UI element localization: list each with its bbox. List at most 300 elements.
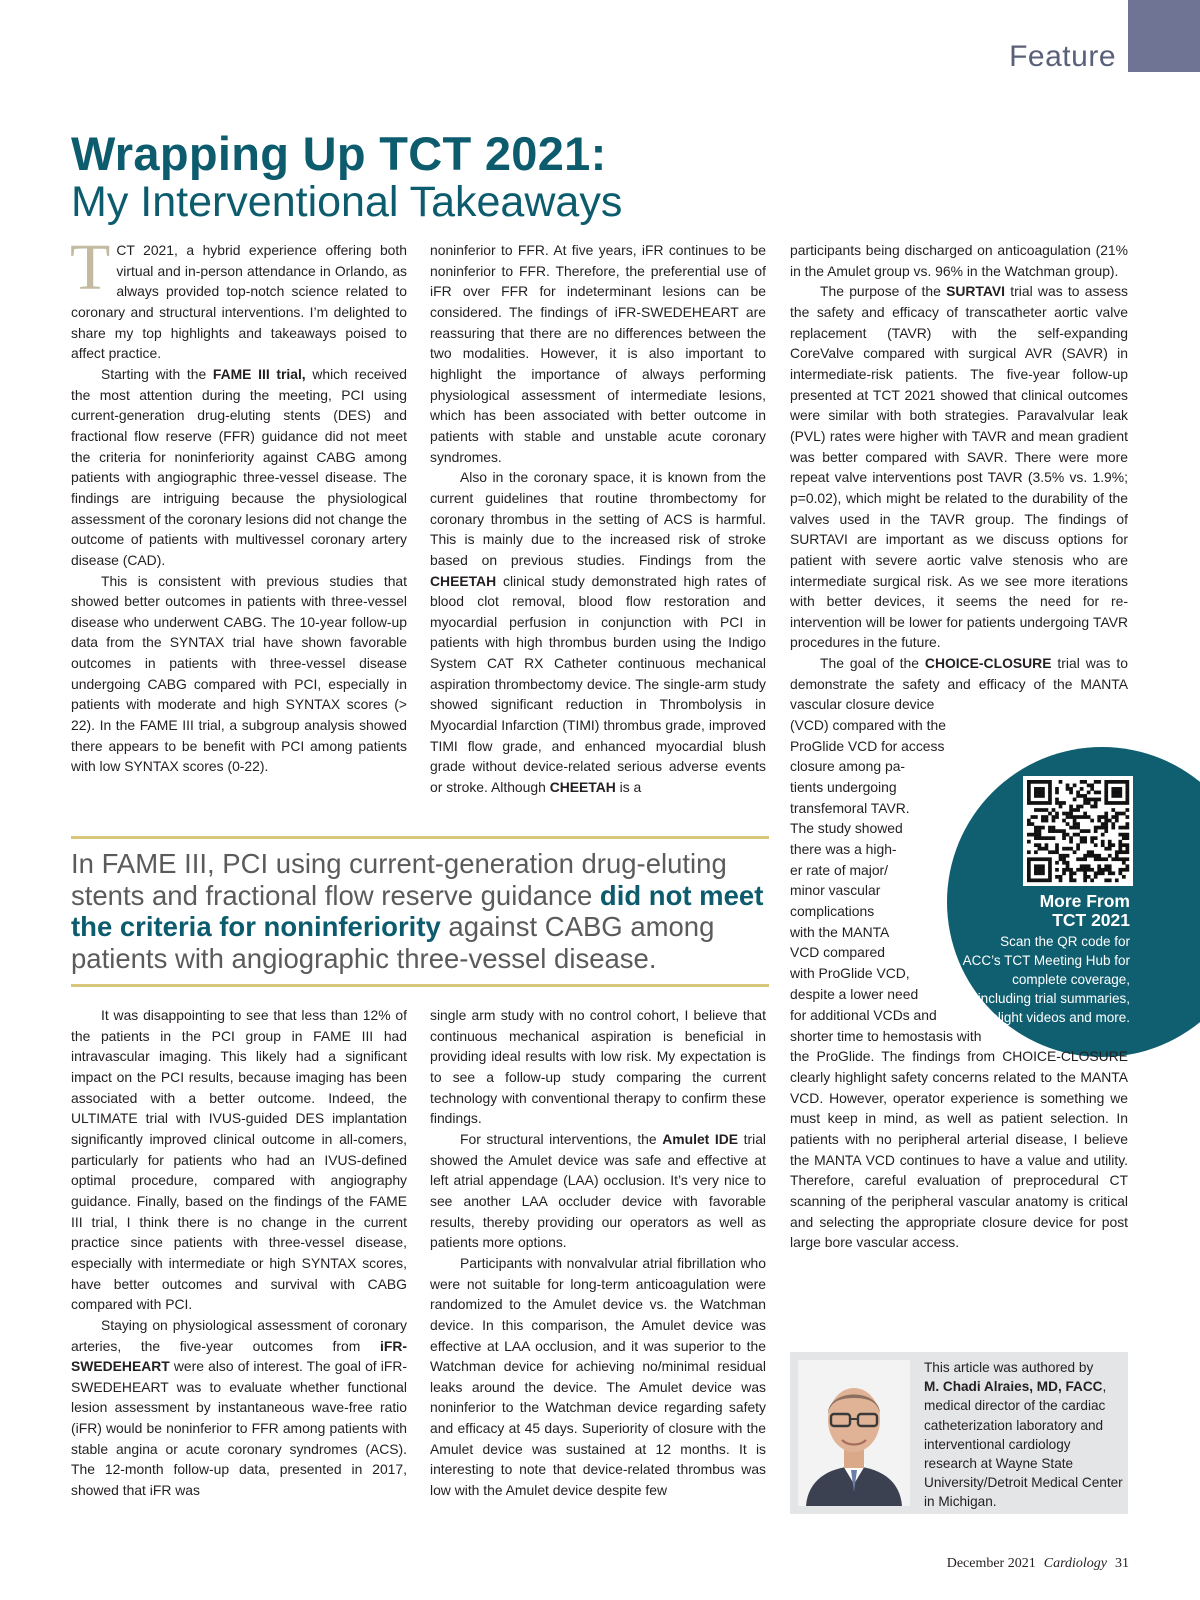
qr-module: [1090, 854, 1094, 858]
qr-module: [1069, 868, 1073, 872]
qr-module: [1048, 857, 1052, 861]
qr-module: [1027, 833, 1031, 837]
qr-module: [1027, 794, 1031, 798]
qr-module: [1094, 805, 1098, 809]
trial-name: CHOICE-CLOSURE: [924, 655, 1052, 672]
qr-module: [1055, 815, 1059, 819]
author-bio: [924, 1358, 1124, 1512]
qr-module: [1111, 843, 1115, 847]
qr-code[interactable]: [1023, 776, 1133, 886]
qr-module: [1073, 784, 1077, 788]
qr-module: [1122, 826, 1126, 830]
qr-module: [1062, 871, 1066, 875]
qr-module: [1041, 791, 1045, 795]
qr-module: [1073, 833, 1077, 837]
qr-module: [1048, 861, 1052, 865]
qr-module: [1076, 822, 1080, 826]
qr-module: [1090, 878, 1094, 882]
trial-name: Amulet IDE: [662, 1130, 739, 1147]
qr-module: [1115, 854, 1119, 858]
qr-module: [1080, 857, 1084, 861]
qr-module: [1094, 780, 1098, 784]
paragraph: noninferior to FFR. At five years, iFR continues to be noninferior to FFR. Therefore, the preferential use of iFR over FFR for indeterminant lesions can be considered. The findings of iFR-SWEDEHEART are reassuring that there are no differences between the two modalities. However, it is also important to highlight the importance of always performing physiological assessment of intermediate lesions, which has been associated with better outcome in patients with stable and unstable acute coronary syndromes.: [430, 242, 766, 465]
qr-module: [1101, 815, 1105, 819]
qr-module: [1059, 801, 1063, 805]
qr-module: [1027, 780, 1031, 784]
qr-module: [1083, 857, 1087, 861]
paragraph-text: clinical study demonstrated high rates of blood clot removal, blood flow restoration and myocardial perfusion in conjunction with PCI in patients with high thrombus burden using the Indigo System CAT RX Catheter continuous mechanical aspiration thrombectomy device. The single-arm study showed significant reduction in Thrombolysis in Myocardial Infarction (TIMI) thrombus grade, improved TIMI flow grade, and enhanced myocardial blush grade without device-related serious adverse events or stroke. Although: [430, 572, 766, 796]
qr-module: [1069, 808, 1073, 812]
qr-module: [1027, 850, 1031, 854]
qr-module: [1125, 808, 1129, 812]
page-number: 31: [1115, 1556, 1129, 1571]
qr-module: [1122, 875, 1126, 879]
qr-module: [1069, 875, 1073, 879]
paragraph-text: is a: [615, 779, 642, 796]
paragraph-text: trial was to assess the safety and efficacy of transcatheter aortic valve replacement (TAVR) with the self-expanding CoreValve compared with surgical AVR (SAVR) in intermediate-risk patients. The five-year follow-up presented at TCT 2021 showed that clinical outcomes were similar with both strategies. Paravalvular leak (PVL) rates were higher with TAVR and mean gradient was better compared with SAVR. There were more repeat valve interventions post TAVR (3.5% vs. 1.9%; p=0.02), which might be related to the durability of the valves used in the TAVR group. The findings of SURTAVI are important as we discuss options for patient with severe aortic valve stenosis who are intermediate surgical risk. As we see more iterations with better devices, it seems the need for re-intervention will be lower for patients undergoing TAVR procedures in the future.: [790, 283, 1128, 651]
qr-module: [1097, 780, 1101, 784]
qr-module: [1073, 826, 1077, 830]
qr-module: [1108, 871, 1112, 875]
qr-module: [1041, 871, 1045, 875]
paragraph-text: The purpose of the: [820, 283, 947, 300]
qr-module: [1066, 787, 1070, 791]
qr-module: [1090, 868, 1094, 872]
qr-module: [1034, 878, 1038, 882]
qr-module: [1094, 801, 1098, 805]
qr-module: [1087, 829, 1091, 833]
qr-module: [1031, 801, 1035, 805]
qr-module: [1125, 826, 1129, 830]
qr-module: [1118, 850, 1122, 854]
qr-module: [1111, 857, 1115, 861]
qr-module: [1069, 826, 1073, 830]
paragraph: [70, 231, 407, 364]
trial-name: CHEETAH: [430, 572, 497, 589]
qr-module: [1080, 836, 1084, 840]
qr-module: [1087, 850, 1091, 854]
qr-module: [1115, 780, 1119, 784]
qr-module: [1101, 868, 1105, 872]
qr-module: [1069, 878, 1073, 882]
author-intro: This article was authored by: [924, 1360, 1094, 1375]
qr-module: [1083, 798, 1087, 802]
qr-module: [1118, 871, 1122, 875]
qr-module: [1118, 847, 1122, 851]
qr-module: [1125, 833, 1129, 837]
qr-module: [1055, 850, 1059, 854]
paragraph: single arm study with no control cohort, I believe that continuous mechanical aspiration is beneficial in providing ideal results with low risk. My expectation is to see a follow-up study comparing the current technology with conventional therapy to confirm these findings.: [430, 1007, 766, 1127]
qr-module: [1027, 857, 1031, 861]
qr-module: [1101, 843, 1105, 847]
qr-module: [1048, 864, 1052, 868]
qr-module: [1034, 871, 1038, 875]
qr-module: [1125, 784, 1129, 788]
qr-module: [1125, 791, 1129, 795]
qr-module: [1069, 840, 1073, 844]
wrapped-line: (VCD) compared with the: [790, 717, 946, 734]
qr-module: [1048, 878, 1052, 882]
author-name: M. Chadi Alraies, MD, FACC: [924, 1379, 1103, 1395]
qr-module: [1118, 840, 1122, 844]
paragraph: [790, 281, 1128, 653]
paragraph: It was disappointing to see that less than 12% of the patients in the PCI group in FAME III had intravascular imaging. This likely had a significant impact on the PCI results, because imaging has been associated with a better outcome. Indeed, the ULTIMATE trial with IVUS-guided DES implantation significantly improved clinical outcome in all-comers, particularly for patients who had an IVUS-defined optimal procedure, compared with angiography guidance. Finally, based on the findings of the FAME III trial, I think there is no change in the current practice since patients with three-vessel disease, especially with intermediate or high SYNTAX scores, have better outcomes and survival with CABG compared with PCI.: [71, 1007, 407, 1313]
qr-module: [1104, 780, 1108, 784]
qr-module: [1122, 857, 1126, 861]
qr-module: [1031, 857, 1035, 861]
qr-module: [1034, 850, 1038, 854]
qr-module: [1087, 864, 1091, 868]
pullquote-text: against CABG among patients with angiographic three-vessel disease.: [71, 911, 715, 974]
qr-module: [1104, 829, 1108, 833]
qr-module: [1027, 840, 1031, 844]
paragraph-text: trial was to demonstrate the safety and efficacy of the MANTA vascular closure device: [790, 655, 1128, 713]
qr-module: [1083, 815, 1087, 819]
qr-module: [1052, 826, 1056, 830]
qr-module: [1038, 833, 1042, 837]
footer-date: December 2021: [946, 1556, 1036, 1571]
qr-module: [1125, 843, 1129, 847]
qr-module: [1101, 826, 1105, 830]
qr-module: [1118, 801, 1122, 805]
qr-module: [1073, 815, 1077, 819]
qr-module: [1104, 819, 1108, 823]
column-1: [70, 231, 407, 777]
qr-module: [1076, 794, 1080, 798]
qr-module: [1094, 857, 1098, 861]
sidebar-title: [990, 892, 1130, 930]
qr-module: [1115, 857, 1119, 861]
qr-module: [1027, 819, 1031, 823]
qr-module: [1034, 794, 1038, 798]
qr-module: [1041, 819, 1045, 823]
qr-module: [1094, 829, 1098, 833]
qr-module: [1031, 822, 1035, 826]
qr-module: [1076, 868, 1080, 872]
qr-module: [1041, 780, 1045, 784]
qr-module: [1045, 857, 1049, 861]
qr-module: [1069, 791, 1073, 795]
qr-module: [1034, 808, 1038, 812]
qr-module: [1045, 843, 1049, 847]
qr-module: [1097, 864, 1101, 868]
qr-module: [1118, 833, 1122, 837]
qr-module: [1083, 878, 1087, 882]
qr-module: [1094, 798, 1098, 802]
qr-module: [1118, 868, 1122, 872]
qr-module: [1104, 812, 1108, 816]
qr-module: [1090, 787, 1094, 791]
qr-module: [1062, 854, 1066, 858]
qr-module: [1034, 857, 1038, 861]
qr-module: [1090, 840, 1094, 844]
qr-module: [1125, 864, 1129, 868]
qr-module: [1038, 787, 1042, 791]
qr-module: [1062, 819, 1066, 823]
qr-module: [1027, 791, 1031, 795]
wrapped-line: for additional VCDs and: [790, 1007, 937, 1023]
qr-module: [1034, 864, 1038, 868]
paragraph-text: Starting with the: [101, 365, 213, 382]
qr-module: [1034, 787, 1038, 791]
qr-module: [1097, 871, 1101, 875]
qr-module: [1055, 787, 1059, 791]
pullquote-rule-bottom: [71, 984, 769, 987]
qr-module: [1048, 798, 1052, 802]
qr-module: [1041, 826, 1045, 830]
qr-module: [1122, 836, 1126, 840]
footer-magazine: Cardiology: [1043, 1556, 1107, 1571]
qr-module: [1027, 878, 1031, 882]
qr-module: [1045, 878, 1049, 882]
qr-module: [1076, 808, 1080, 812]
qr-module: [1027, 787, 1031, 791]
qr-module: [1108, 819, 1112, 823]
drop-cap: T: [70, 231, 111, 304]
wrapped-line: tients undergoing: [790, 779, 897, 796]
qr-module: [1111, 822, 1115, 826]
wrapped-line: ProGlide VCD for access: [790, 737, 945, 754]
pullquote-rule-top: [71, 836, 769, 839]
qr-module: [1048, 787, 1052, 791]
qr-module: [1083, 864, 1087, 868]
qr-module: [1048, 780, 1052, 784]
qr-module: [1115, 819, 1119, 823]
qr-module: [1055, 791, 1059, 795]
qr-module: [1087, 791, 1091, 795]
wrapped-line: there was a high-: [790, 841, 897, 858]
qr-module: [1038, 826, 1042, 830]
qr-module: [1125, 787, 1129, 791]
qr-module: [1027, 784, 1031, 788]
qr-module: [1083, 854, 1087, 858]
qr-module: [1108, 840, 1112, 844]
paragraph: the ProGlide. The findings from CHOICE-CLOSURE clearly highlight safety concerns related to the MANTA VCD. However, operator experience is something we must keep in mind, as well as patient selection. In patients with no peripheral arterial disease, I believe the MANTA VCD continues to have a value and utility. Therefore, careful evaluation of preprocedural CT scanning of the peripheral vascular anatomy is critical and selecting the appropriate closure device for post large bore vascular access.: [790, 1048, 1128, 1251]
qr-module: [1031, 833, 1035, 837]
qr-module: [1059, 857, 1063, 861]
qr-module: [1066, 864, 1070, 868]
qr-module: [1031, 815, 1035, 819]
qr-module: [1034, 826, 1038, 830]
qr-module: [1104, 794, 1108, 798]
qr-module: [1104, 784, 1108, 788]
qr-module: [1027, 864, 1031, 868]
qr-module: [1076, 791, 1080, 795]
wrapped-line: complications: [790, 903, 875, 919]
qr-module: [1055, 843, 1059, 847]
qr-module: [1048, 812, 1052, 816]
qr-module: [1041, 808, 1045, 812]
qr-module: [1083, 836, 1087, 840]
qr-module: [1073, 850, 1077, 854]
qr-module: [1045, 847, 1049, 851]
qr-module: [1104, 787, 1108, 791]
qr-module: [1062, 847, 1066, 851]
qr-module: [1045, 836, 1049, 840]
qr-module: [1108, 847, 1112, 851]
qr-module: [1080, 864, 1084, 868]
wrapped-line: shorter time to hemostasis with: [790, 1027, 982, 1044]
qr-module: [1104, 801, 1108, 805]
qr-module: [1125, 857, 1129, 861]
qr-module: [1104, 864, 1108, 868]
qr-module: [1027, 822, 1031, 826]
qr-module: [1115, 850, 1119, 854]
qr-module: [1045, 819, 1049, 823]
qr-module: [1122, 780, 1126, 784]
qr-module: [1055, 847, 1059, 851]
qr-module: [1048, 784, 1052, 788]
qr-module: [1034, 815, 1038, 819]
qr-module: [1045, 801, 1049, 805]
qr-module: [1069, 836, 1073, 840]
qr-module: [1055, 812, 1059, 816]
pull-quote: [71, 848, 771, 974]
qr-module: [1069, 815, 1073, 819]
qr-module: [1059, 780, 1063, 784]
qr-module: [1038, 868, 1042, 872]
qr-module: [1108, 854, 1112, 858]
sidebar-text: Scan the QR code for ACC’s TCT Meeting Hub for complete coverage, including trial summaries, highlight videos and more.: [962, 934, 1130, 1025]
qr-module: [1052, 819, 1056, 823]
wrapped-line: with the MANTA: [790, 923, 890, 940]
qr-module: [1111, 787, 1115, 791]
qr-module: [1073, 878, 1077, 882]
qr-module: [1048, 868, 1052, 872]
qr-module: [1122, 868, 1126, 872]
qr-module: [1034, 868, 1038, 872]
qr-module: [1090, 819, 1094, 823]
qr-module: [1041, 864, 1045, 868]
qr-module: [1066, 812, 1070, 816]
qr-module: [1038, 780, 1042, 784]
qr-module: [1125, 850, 1129, 854]
qr-module: [1041, 801, 1045, 805]
qr-module: [1052, 850, 1056, 854]
qr-module: [1125, 780, 1129, 784]
sidebar-title-line: TCT 2021: [1052, 910, 1130, 930]
qr-module: [1080, 805, 1084, 809]
qr-module: [1062, 829, 1066, 833]
qr-module: [1048, 801, 1052, 805]
pullquote-text: In FAME III, PCI using current-generation drug-eluting stents and fractional flow reserve guidance: [71, 848, 727, 911]
qr-module: [1111, 826, 1115, 830]
qr-module: [1038, 864, 1042, 868]
qr-module: [1104, 878, 1108, 882]
qr-module: [1034, 833, 1038, 837]
wrapped-line: despite a lower need: [790, 985, 919, 1002]
qr-module: [1115, 791, 1119, 795]
author-bio-text: , medical director of the cardiac catheterization laboratory and interventional cardiology research at Wayne State University/Detroit Medical Center in Michigan.: [924, 1379, 1123, 1510]
qr-module: [1101, 871, 1105, 875]
qr-module: [1027, 871, 1031, 875]
wrapped-line: closure among pa-: [790, 758, 906, 775]
qr-module: [1038, 808, 1042, 812]
wrapped-line: transfemoral TAVR.: [790, 799, 910, 816]
qr-module: [1059, 875, 1063, 879]
qr-module: [1108, 864, 1112, 868]
qr-module: [1076, 833, 1080, 837]
qr-module: [1080, 780, 1084, 784]
qr-module: [1066, 815, 1070, 819]
qr-module: [1080, 794, 1084, 798]
qr-module: [1066, 861, 1070, 865]
qr-module: [1038, 857, 1042, 861]
qr-module: [1087, 815, 1091, 819]
qr-module: [1083, 801, 1087, 805]
qr-module: [1041, 787, 1045, 791]
qr-module: [1087, 784, 1091, 788]
column-6: [790, 1005, 1128, 1253]
qr-module: [1048, 871, 1052, 875]
paragraph: [430, 467, 766, 798]
qr-module: [1108, 868, 1112, 872]
qr-module: [1090, 798, 1094, 802]
qr-module: [1080, 787, 1084, 791]
qr-module: [1101, 857, 1105, 861]
qr-module: [1052, 808, 1056, 812]
qr-module: [1062, 801, 1066, 805]
qr-module: [1104, 847, 1108, 851]
qr-module: [1122, 801, 1126, 805]
qr-module: [1083, 780, 1087, 784]
paragraph: participants being discharged on anticoagulation (21% in the Amulet group vs. 96% in the Watchman group).: [790, 242, 1128, 279]
column-4: [71, 1005, 407, 1501]
qr-module: [1118, 787, 1122, 791]
paragraph-text: CT 2021, a hybrid experience offering both virtual and in-person attendance in Orlando, as always provided top-notch science related to coronary and structural interventions. I’m delighted to share my top highlights and takeaways poised to affect practice.: [71, 242, 407, 362]
qr-module: [1052, 815, 1056, 819]
trial-name: CHEETAH: [549, 779, 616, 796]
paragraph-text: trial showed the Amulet device was safe and effective at left atrial appendage (LAA) occlusion. It’s very nice to see another LAA occluder device with favorable results, thereby providing our operators as well as patients more options.: [430, 1130, 767, 1251]
qr-module: [1094, 871, 1098, 875]
trial-name: iFR-SWEDEHEART: [71, 1337, 407, 1375]
qr-module: [1108, 780, 1112, 784]
qr-module: [1104, 822, 1108, 826]
qr-module: [1115, 812, 1119, 816]
sidebar-title-line: More From: [1039, 891, 1130, 911]
qr-module: [1087, 798, 1091, 802]
qr-module: [1052, 836, 1056, 840]
qr-module: [1125, 801, 1129, 805]
qr-module: [1083, 871, 1087, 875]
qr-module: [1073, 808, 1077, 812]
qr-module: [1087, 801, 1091, 805]
author-photo: [798, 1360, 910, 1506]
wrapped-line: er rate of major/: [790, 861, 889, 878]
qr-module: [1027, 868, 1031, 872]
qr-module: [1115, 794, 1119, 798]
qr-module: [1073, 798, 1077, 802]
paragraph-text: which received the most attention during the meeting, PCI using current-generation drug-eluting stents (DES) and fractional flow reserve (FFR) guidance did not meet the criteria for noninferiority against CABG among patients with angiographic three-vessel disease. The findings are intriguing because the physiological assessment of the coronary lesions did not change the outcome of patients with multivessel coronary artery disease (CAD).: [71, 365, 407, 568]
qr-module: [1101, 833, 1105, 837]
qr-module: [1097, 791, 1101, 795]
qr-module: [1048, 829, 1052, 833]
qr-module: [1118, 857, 1122, 861]
qr-module: [1080, 815, 1084, 819]
qr-module: [1066, 847, 1070, 851]
qr-module: [1118, 843, 1122, 847]
wrapped-line: VCD compared: [790, 944, 885, 961]
qr-module: [1059, 805, 1063, 809]
qr-module: [1094, 843, 1098, 847]
qr-module: [1034, 843, 1038, 847]
qr-module: [1073, 871, 1077, 875]
qr-module: [1073, 822, 1077, 826]
qr-module: [1122, 843, 1126, 847]
paragraph: [71, 1315, 407, 1501]
qr-module: [1034, 801, 1038, 805]
qr-module: [1038, 878, 1042, 882]
